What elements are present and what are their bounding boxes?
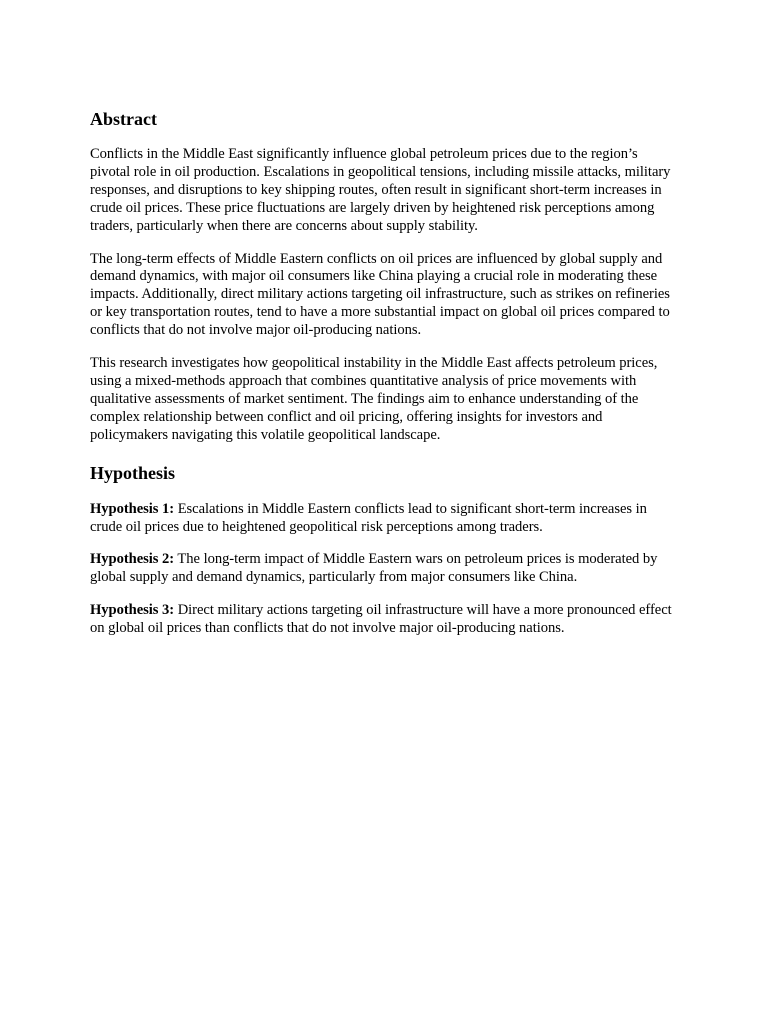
document-body — [90, 108, 680, 638]
hypothesis-3-text: Direct military actions targeting oil infrastructure will have a more pronounced effect on global oil prices than conflicts that do not involve major oil-producing nations. — [90, 602, 672, 637]
abstract-paragraph-1: Conflicts in the Middle East significantly influence global petroleum prices due to the region’s pivotal role in oil production. Escalations in geopolitical tensions, including missile attacks, military responses, and disruptions to key shipping routes, often result in significant short-term increases in crude oil prices. These price fluctuations are largely driven by heightened risk perceptions among traders, particularly when there are concerns about supply stability. — [90, 146, 671, 234]
hypothesis-heading: Hypothesis — [90, 462, 176, 483]
abstract-heading: Abstract — [90, 109, 157, 129]
hypothesis-3-label: Hypothesis 3: — [90, 602, 175, 619]
hypothesis-3 — [90, 602, 680, 638]
hypothesis-2-label: Hypothesis 2: — [90, 551, 175, 568]
hypothesis-2 — [90, 551, 680, 587]
hypothesis-1-text: Escalations in Middle Eastern conflicts lead to significant short-term increases in crude oil prices due to heightened geopolitical risk perceptions among traders. — [90, 500, 647, 535]
abstract-paragraph-3: This research investigates how geopolitical instability in the Middle East affects petroleum prices, using a mixed-methods approach that combines quantitative analysis of price movements with qualitative assessments of market sentiment. The findings aim to enhance understanding of the complex relationship between conflict and oil pricing, offering insights for investors and policymakers navigating this volatile geopolitical landscape. — [90, 355, 658, 443]
hypothesis-1 — [90, 501, 680, 537]
abstract-paragraph-2: The long-term effects of Middle Eastern conflicts on oil prices are influenced by global supply and demand dynamics, with major oil consumers like China playing a crucial role in moderating these impacts. Additionally, direct military actions targeting oil infrastructure, such as strikes on refineries or key transportation routes, tend to have a more substantial impact on global oil prices compared to conflicts that do not involve major oil-producing nations. — [90, 250, 670, 339]
hypothesis-2-text: The long-term impact of Middle Eastern wars on petroleum prices is moderated by global supply and demand dynamics, particularly from major consumers like China. — [90, 551, 658, 586]
hypothesis-1-label: Hypothesis 1: — [90, 500, 175, 517]
